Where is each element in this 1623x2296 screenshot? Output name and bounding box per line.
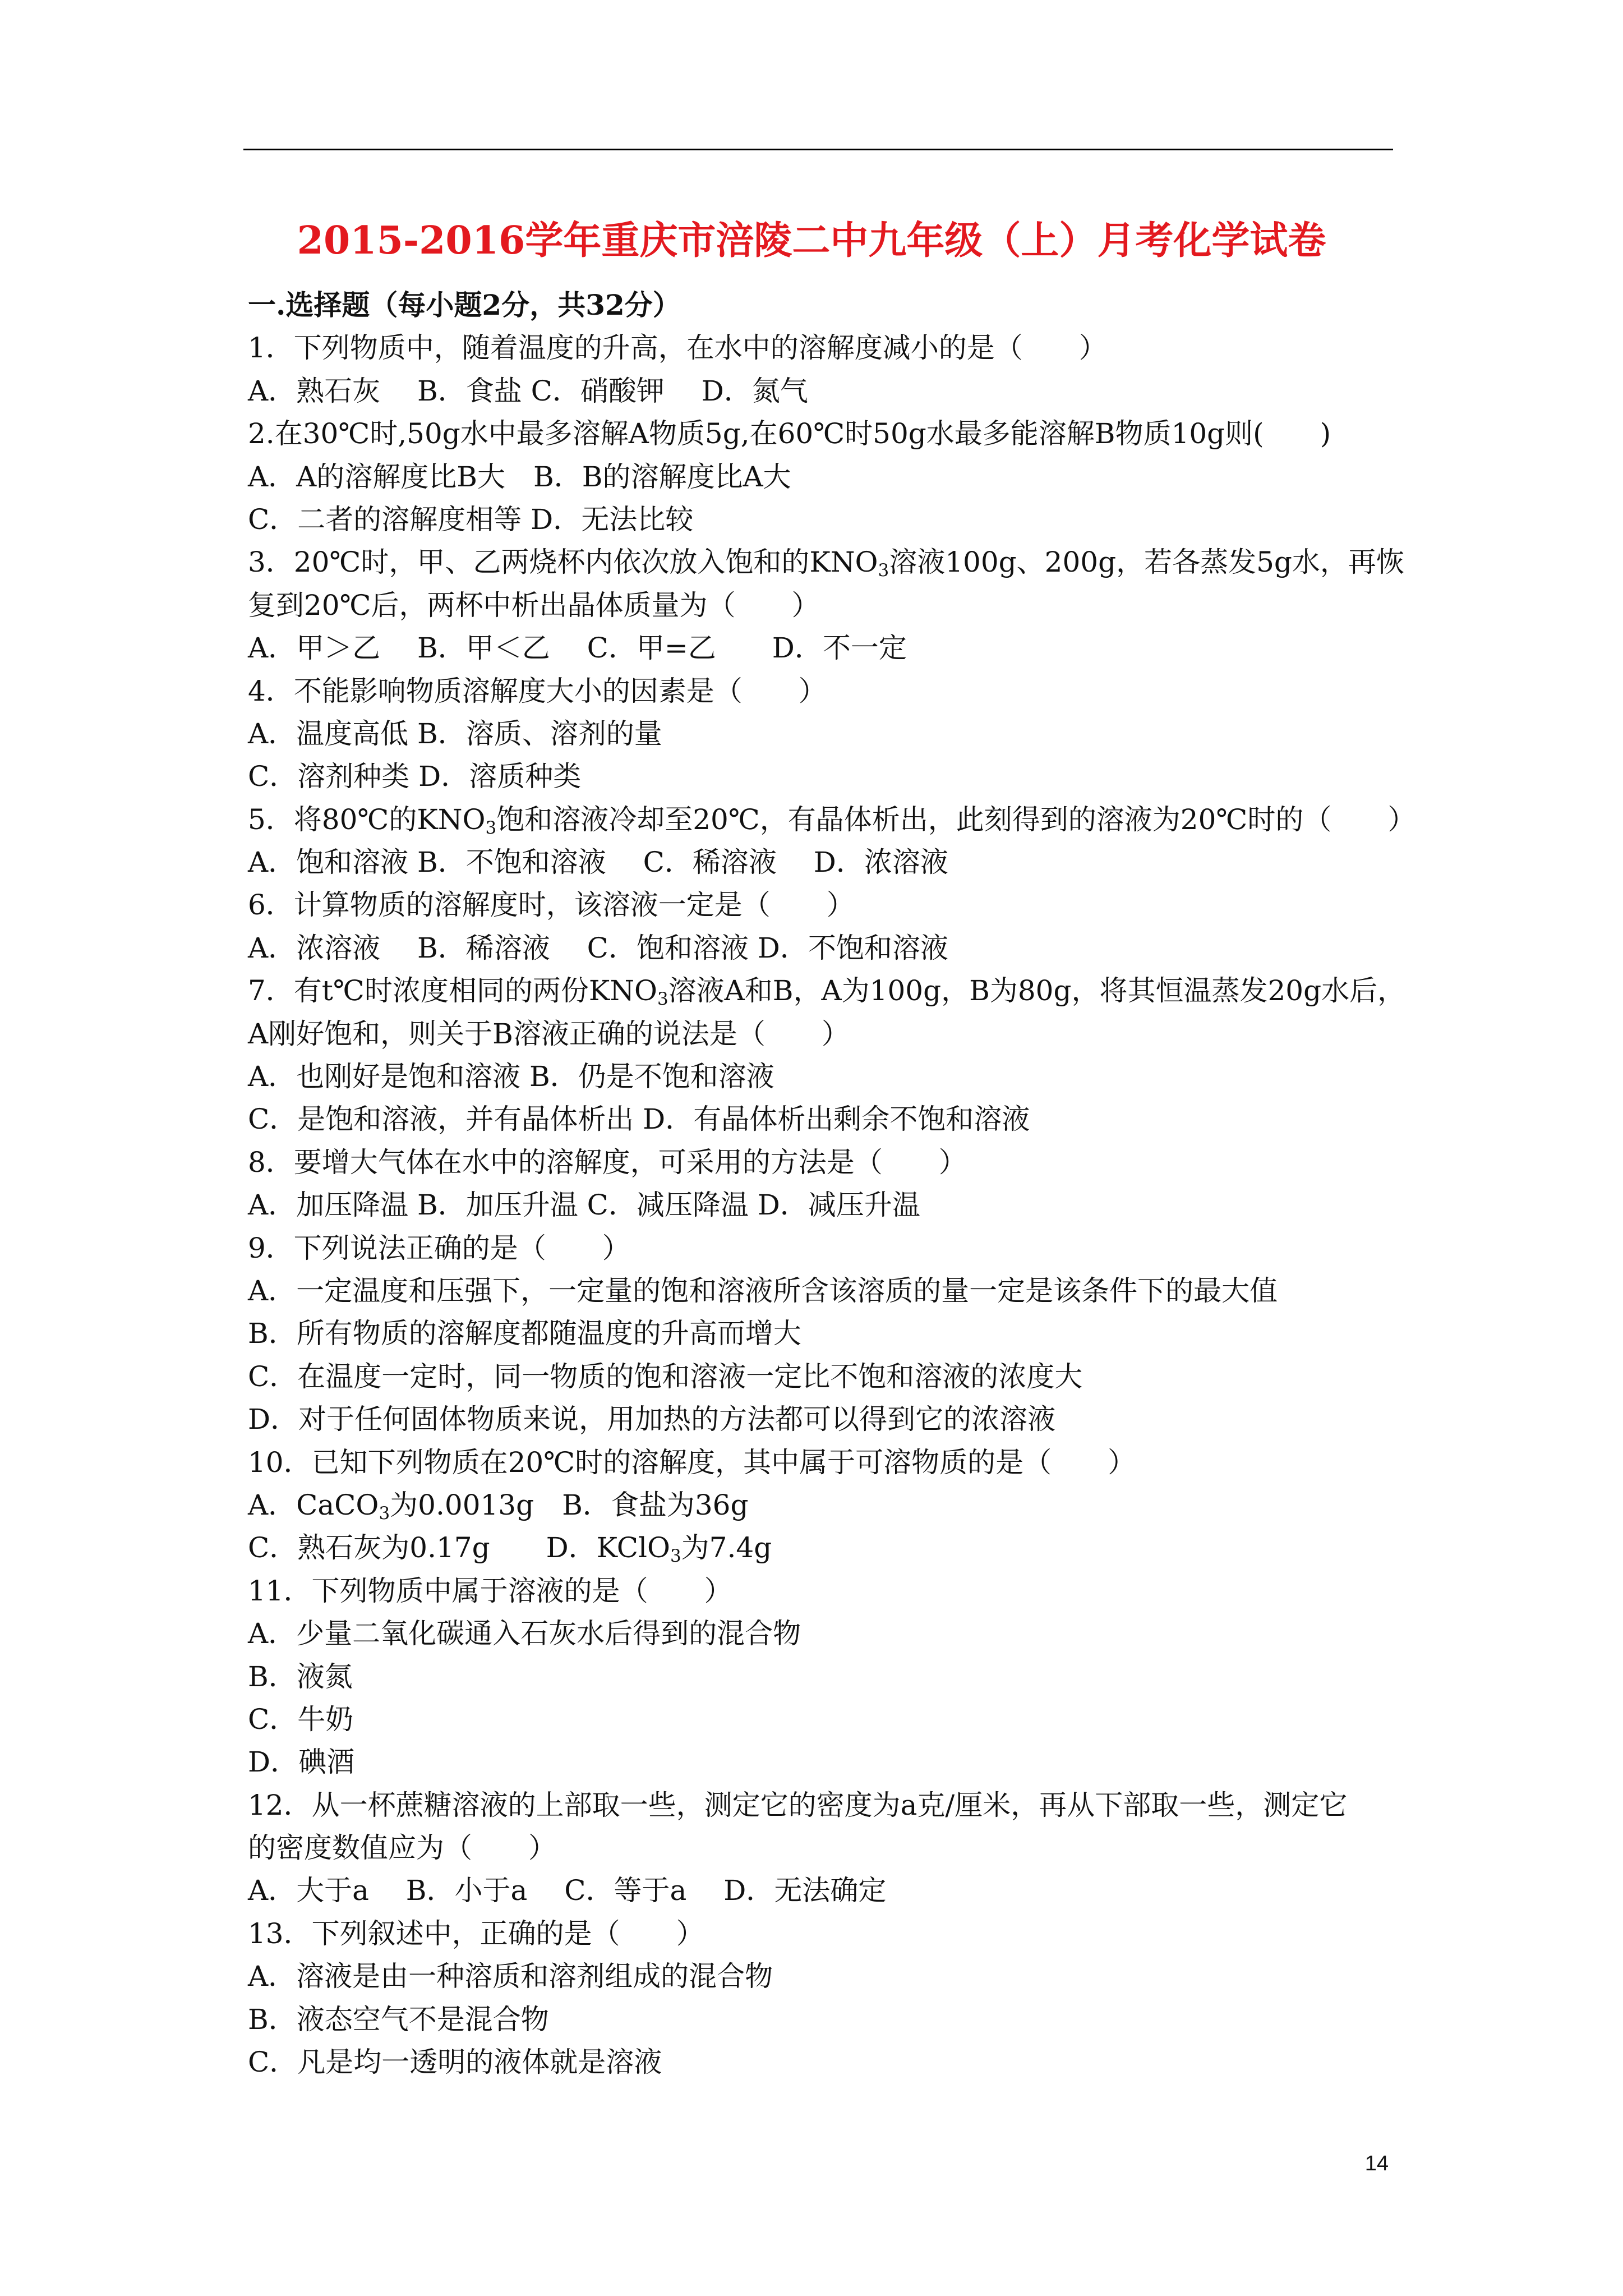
question-12-stem-line [248, 1784, 1414, 1826]
question-13-stem-line [248, 1912, 1414, 1955]
question-10-stem-line [248, 1441, 1414, 1484]
question-11-options-line [248, 1698, 1414, 1741]
text-run: A．熟石灰 B．食盐 C．硝酸钾 D．氮气 [248, 374, 808, 407]
question-7-options-line [248, 1098, 1414, 1140]
question-1-options-line [248, 370, 1414, 412]
text-run: A．加压降温 B．加压升温 C．减压降温 D．减压升温 [248, 1189, 920, 1222]
question-2-options-line [248, 498, 1414, 541]
text-run: 的密度数值应为（ ） [248, 1832, 556, 1865]
text-run: 1．下列物质中，随着温度的升高，在水中的溶解度减小的是（ ） [248, 332, 1107, 365]
text-run: B．液态空气不是混合物 [248, 2003, 549, 2036]
text-run: 13．下列叙述中，正确的是（ ） [248, 1917, 704, 1950]
question-4-options-line [248, 755, 1414, 798]
text-run: 为0.0013g B．食盐为36g [390, 1488, 749, 1521]
question-11-options-line [248, 1655, 1414, 1698]
formula-subscript: 3 [379, 1503, 390, 1524]
text-run: C．凡是均一透明的液体就是溶液 [248, 2046, 662, 2079]
question-9-options-line [248, 1398, 1414, 1441]
formula-subscript: 3 [657, 989, 668, 1009]
question-8-options-line [248, 1184, 1414, 1226]
question-13-options-line [248, 2041, 1414, 2083]
question-6-stem-line [248, 884, 1414, 926]
text-run: B．所有物质的溶解度都随温度的升高而增大 [248, 1317, 801, 1350]
text-run: 溶液100g、200g，若各蒸发5g水，再恢 [889, 546, 1404, 579]
text-run: D．对于任何固体物质来说，用加热的方法都可以得到它的浓溶液 [248, 1403, 1056, 1436]
question-9-options-line [248, 1312, 1414, 1355]
question-11-options-line [248, 1741, 1414, 1783]
question-1-stem-line [248, 326, 1414, 369]
text-run: A．甲＞乙 B．甲＜乙 C．甲=乙 D．不一定 [248, 632, 907, 665]
question-10-options-line [248, 1526, 1414, 1569]
question-2-options-line [248, 455, 1414, 498]
text-run: A．饱和溶液 B．不饱和溶液 C．稀溶液 D．浓溶液 [248, 846, 948, 879]
text-run: A．一定温度和压强下，一定量的饱和溶液所含该溶质的量一定是该条件下的最大值 [248, 1274, 1278, 1307]
text-run: A刚好饱和，则关于B溶液正确的说法是（ ） [248, 1017, 850, 1050]
text-run: A．大于a B．小于a C．等于a D．无法确定 [248, 1874, 887, 1907]
text-run: 11．下列物质中属于溶液的是（ ） [248, 1574, 732, 1607]
question-3-stem-line [248, 541, 1414, 583]
text-run: C．熟石灰为0.17g D．KClO [248, 1531, 670, 1565]
question-4-options-line [248, 712, 1414, 755]
question-9-options-line [248, 1355, 1414, 1398]
text-run: 溶液A和B，A为100g，B为80g，将其恒温蒸发20g水后， [668, 974, 1406, 1007]
text-run: B．液氮 [248, 1660, 353, 1693]
text-run: A．浓溶液 B．稀溶液 C．饱和溶液 D．不饱和溶液 [248, 931, 948, 964]
text-run: 7．有t℃时浓度相同的两份KNO [248, 974, 657, 1007]
question-9-stem-line [248, 1227, 1414, 1269]
text-run: 6．计算物质的溶解度时，该溶液一定是（ ） [248, 889, 855, 922]
text-run: 4．不能影响物质溶解度大小的因素是（ ） [248, 674, 827, 707]
text-run: 为7.4g [681, 1531, 772, 1565]
question-12-options-line [248, 1869, 1414, 1912]
text-run: 10．已知下列物质在20℃时的溶解度，其中属于可溶物质的是（ ） [248, 1446, 1136, 1479]
text-run: C．是饱和溶液，并有晶体析出 D．有晶体析出剩余不饱和溶液 [248, 1103, 1030, 1136]
question-4-stem-line [248, 670, 1414, 712]
text-run: A．A的溶解度比B大 B．B的溶解度比A大 [248, 460, 791, 493]
formula-subscript: 3 [878, 560, 889, 581]
text-run: 12．从一杯蔗糖溶液的上部取一些，测定它的密度为a克/厘米，再从下部取一些，测定它 [248, 1788, 1348, 1821]
formula-subscript: 3 [485, 817, 497, 838]
text-run: 3．20℃时，甲、乙两烧杯内依次放入饱和的KNO [248, 546, 878, 579]
question-list [248, 284, 1414, 2083]
text-run: 9．下列说法正确的是（ ） [248, 1231, 630, 1264]
question-7-stem-line [248, 1013, 1414, 1055]
text-run: A．溶液是由一种溶质和溶剂组成的混合物 [248, 1960, 773, 1993]
question-13-options-line [248, 1998, 1414, 2041]
question-3-options-line [248, 627, 1414, 669]
text-run: C．在温度一定时，同一物质的饱和溶液一定比不饱和溶液的浓度大 [248, 1360, 1083, 1393]
text-run: 2.在30℃时,50g水中最多溶解A物质5g,在60℃时50g水最多能溶解B物质10g则( ) [248, 417, 1331, 450]
text-run: 8．要增大气体在水中的溶解度，可采用的方法是（ ） [248, 1145, 967, 1179]
text-run: A．温度高低 B．溶质、溶剂的量 [248, 717, 662, 750]
question-7-options-line [248, 1055, 1414, 1098]
question-6-options-line [248, 927, 1414, 969]
text-run: C．二者的溶解度相等 D．无法比较 [248, 503, 694, 536]
question-2-stem-line [248, 412, 1414, 455]
text-run: A．少量二氧化碳通入石灰水后得到的混合物 [248, 1617, 801, 1650]
question-12-stem-line [248, 1826, 1414, 1869]
text-run: A．CaCO [248, 1488, 379, 1521]
text-run: 5．将80℃的KNO [248, 803, 486, 836]
page-number: 14 [1364, 2152, 1389, 2175]
text-run: C．溶剂种类 D．溶质种类 [248, 760, 582, 793]
question-9-options-line [248, 1269, 1414, 1312]
text-run: A．也刚好是饱和溶液 B．仍是不饱和溶液 [248, 1060, 774, 1093]
question-3-stem-line [248, 584, 1414, 627]
question-11-stem-line [248, 1570, 1414, 1612]
question-10-options-line [248, 1484, 1414, 1526]
text-run: D．碘酒 [248, 1746, 355, 1779]
question-5-options-line [248, 841, 1414, 884]
text-run: 复到20℃后，两杯中析出晶体质量为（ ） [248, 588, 820, 622]
question-13-options-line [248, 1955, 1414, 1998]
header-rule [243, 149, 1393, 150]
formula-subscript: 3 [670, 1546, 681, 1567]
question-8-stem-line [248, 1141, 1414, 1184]
page-title: 2015-2016学年重庆市涪陵二中九年级（上）月考化学试卷 [297, 218, 1326, 263]
section-heading: 一.选择题（每小题2分，共32分） [248, 288, 681, 321]
question-5-stem-line [248, 798, 1414, 841]
question-7-stem-line [248, 969, 1414, 1012]
text-run: 饱和溶液冷却至20℃，有晶体析出，此刻得到的溶液为20℃时的（ ） [496, 803, 1416, 836]
question-11-options-line [248, 1612, 1414, 1655]
text-run: C．牛奶 [248, 1703, 354, 1736]
